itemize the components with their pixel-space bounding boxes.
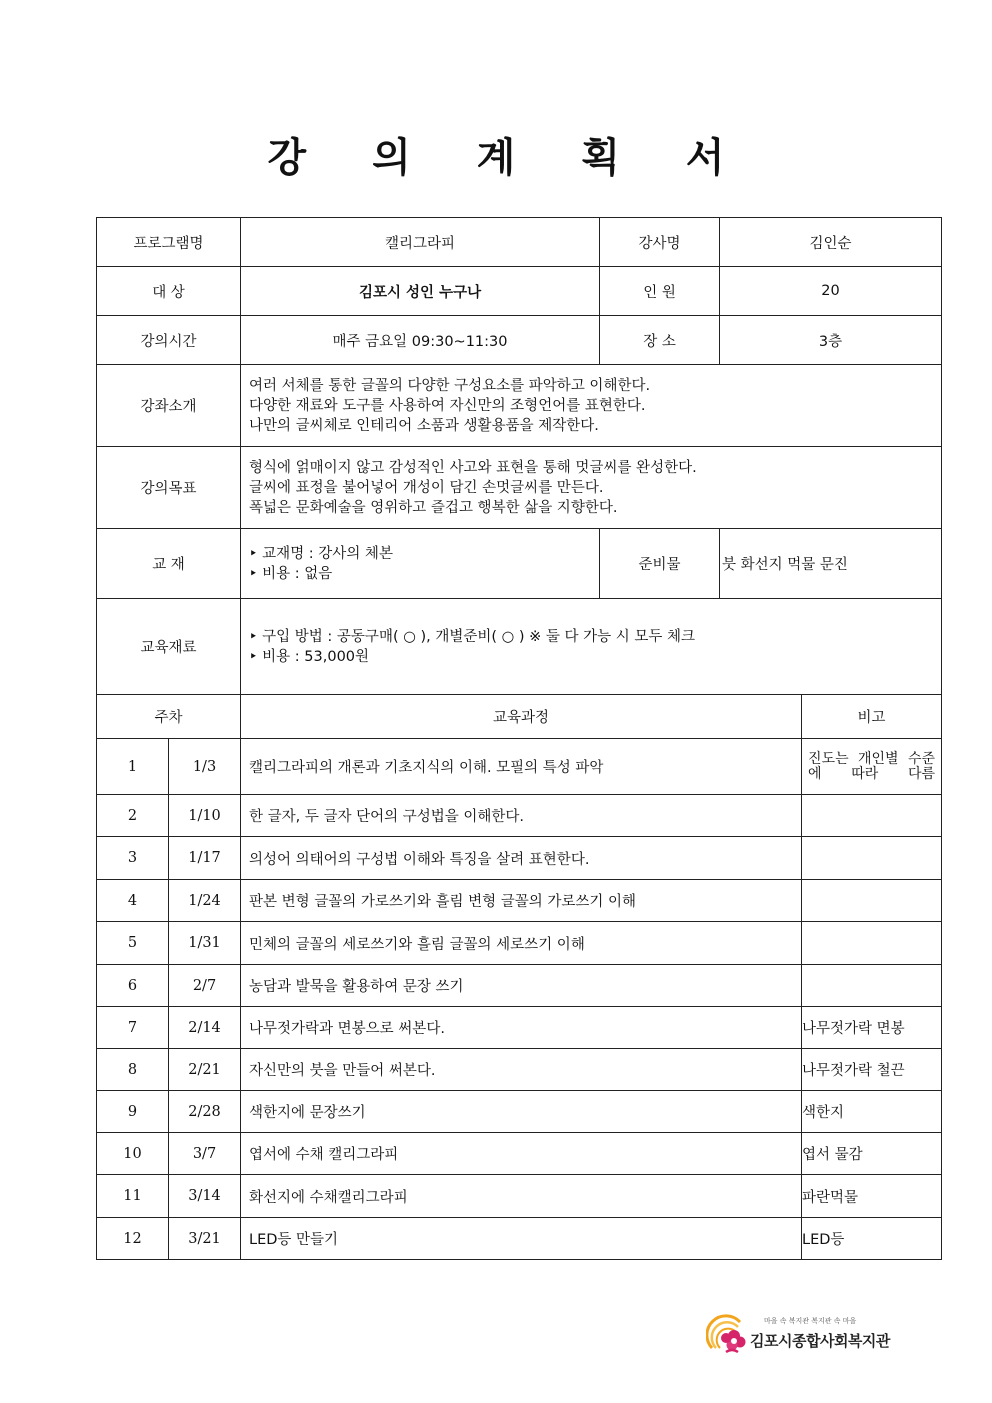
- welfare-center-logo-icon: [706, 1314, 750, 1358]
- week-number: 4: [97, 880, 169, 922]
- material-line-1: ‣ 구입 방법 : 공동구매( ○ ), 개별준비( ○ ) ※ 둘 다 가능 시 모두 체크: [249, 628, 696, 645]
- course-note: [802, 837, 942, 880]
- course-note: 엽서 물감: [802, 1133, 942, 1175]
- class-date: 1/10: [169, 795, 241, 837]
- program-value: 캘리그라피: [241, 218, 600, 267]
- course-content: 색한지에 문장쓰기: [241, 1091, 802, 1133]
- course-note: [802, 795, 942, 837]
- week-number: 9: [97, 1091, 169, 1133]
- course-note: 나무젓가락 철끈: [802, 1049, 942, 1091]
- week-number: 7: [97, 1007, 169, 1049]
- schedule-row: [97, 739, 942, 795]
- target-value: 김포시 성인 누구나: [241, 267, 600, 316]
- logo-name: 김포시종합사회복지관: [750, 1332, 890, 1350]
- course-note: 색한지: [802, 1091, 942, 1133]
- schedule-row: [97, 795, 942, 837]
- material-text: [241, 599, 942, 695]
- material-line-2: ‣ 비용 : 53,000원: [249, 648, 370, 665]
- supplies-label: 준비물: [600, 529, 720, 599]
- row-material: [97, 599, 942, 695]
- logo-slogan: 마을 속 복지관 복지관 속 마을: [764, 1317, 857, 1325]
- course-content: 엽서에 수채 캘리그라피: [241, 1133, 802, 1175]
- course-content: LED등 만들기: [241, 1218, 802, 1260]
- schedule-body: [97, 739, 942, 1260]
- course-note: 나무젓가락 면봉: [802, 1007, 942, 1049]
- goal-line-3: 폭넓은 문화예술을 영위하고 즐겁고 행복한 삶을 지향한다.: [249, 499, 618, 516]
- course-header: 교육과정: [241, 695, 802, 739]
- course-content: 한 글자, 두 글자 단어의 구성법을 이해한다.: [241, 795, 802, 837]
- week-number: 3: [97, 837, 169, 880]
- schedule-row: [97, 1049, 942, 1091]
- course-note: 진도는 개인별 수준에 따라 다름: [802, 739, 942, 795]
- course-content: 농담과 발묵을 활용하여 문장 쓰기: [241, 965, 802, 1007]
- capacity-label: 인 원: [600, 267, 720, 316]
- course-content: 나무젓가락과 면봉으로 써본다.: [241, 1007, 802, 1049]
- instructor-label: 강사명: [600, 218, 720, 267]
- schedule-header-row: [97, 695, 942, 739]
- row-program: [97, 218, 942, 267]
- intro-text: [241, 365, 942, 447]
- course-content: 판본 변형 글꼴의 가로쓰기와 흘림 변형 글꼴의 가로쓰기 이해: [241, 880, 802, 922]
- week-number: 10: [97, 1133, 169, 1175]
- course-note: [802, 880, 942, 922]
- supplies-value: 붓 화선지 먹물 문진: [720, 529, 942, 599]
- schedule-row: [97, 1133, 942, 1175]
- week-number: 2: [97, 795, 169, 837]
- textbook-text: [241, 529, 600, 599]
- lecture-plan-table: [96, 217, 942, 1260]
- course-note: 파란먹물: [802, 1175, 942, 1218]
- course-content: 의성어 의태어의 구성법 이해와 특징을 살려 표현한다.: [241, 837, 802, 880]
- schedule-row: [97, 1007, 942, 1049]
- intro-line-1: 여러 서체를 통한 글꼴의 다양한 구성요소를 파악하고 이해한다.: [249, 377, 651, 394]
- course-content: 화선지에 수채캘리그라피: [241, 1175, 802, 1218]
- schedule-row: [97, 880, 942, 922]
- row-time: [97, 316, 942, 365]
- capacity-value: 20: [720, 267, 942, 316]
- week-header: 주차: [97, 695, 241, 739]
- week-number: 12: [97, 1218, 169, 1260]
- note-header: 비고: [802, 695, 942, 739]
- week-number: 11: [97, 1175, 169, 1218]
- goal-line-2: 글씨에 표정을 불어넣어 개성이 담긴 손멋글씨를 만든다.: [249, 479, 604, 496]
- textbook-label: 교 재: [97, 529, 241, 599]
- textbook-line-1: ‣ 교재명 : 강사의 체본: [249, 545, 393, 562]
- row-intro: [97, 365, 942, 447]
- course-content: 민체의 글꼴의 세로쓰기와 흘림 글꼴의 세로쓰기 이해: [241, 922, 802, 965]
- schedule-row: [97, 1175, 942, 1218]
- schedule-row: [97, 1091, 942, 1133]
- welfare-center-logo: [706, 1312, 906, 1360]
- row-textbook: [97, 529, 942, 599]
- class-date: 1/31: [169, 922, 241, 965]
- row-goal: [97, 447, 942, 529]
- class-date: 2/14: [169, 1007, 241, 1049]
- class-date: 1/24: [169, 880, 241, 922]
- row-target: [97, 267, 942, 316]
- schedule-row: [97, 965, 942, 1007]
- course-note: [802, 922, 942, 965]
- program-label: 프로그램명: [97, 218, 241, 267]
- place-value: 3층: [720, 316, 942, 365]
- textbook-line-2: ‣ 비용 : 없음: [249, 565, 333, 582]
- week-number: 8: [97, 1049, 169, 1091]
- schedule-row: [97, 1218, 942, 1260]
- place-label: 장 소: [600, 316, 720, 365]
- goal-label: 강의목표: [97, 447, 241, 529]
- class-date: 1/17: [169, 837, 241, 880]
- instructor-value: 김인순: [720, 218, 942, 267]
- class-date: 1/3: [169, 739, 241, 795]
- week-number: 5: [97, 922, 169, 965]
- class-date: 2/7: [169, 965, 241, 1007]
- course-content: 캘리그라피의 개론과 기초지식의 이해. 모필의 특성 파악: [241, 739, 802, 795]
- time-label: 강의시간: [97, 316, 241, 365]
- course-content: 자신만의 붓을 만들어 써본다.: [241, 1049, 802, 1091]
- class-date: 2/28: [169, 1091, 241, 1133]
- class-date: 3/14: [169, 1175, 241, 1218]
- target-label: 대 상: [97, 267, 241, 316]
- week-number: 6: [97, 965, 169, 1007]
- week-number: 1: [97, 739, 169, 795]
- course-note: [802, 965, 942, 1007]
- material-label: 교육재료: [97, 599, 241, 695]
- class-date: 3/21: [169, 1218, 241, 1260]
- goal-line-1: 형식에 얽매이지 않고 감성적인 사고와 표현을 통해 멋글씨를 완성한다.: [249, 459, 697, 476]
- class-date: 2/21: [169, 1049, 241, 1091]
- class-date: 3/7: [169, 1133, 241, 1175]
- time-value: 매주 금요일 09:30~11:30: [241, 316, 600, 365]
- course-note: LED등: [802, 1218, 942, 1260]
- goal-text: [241, 447, 942, 529]
- intro-label: 강좌소개: [97, 365, 241, 447]
- document-title: 강 의 계 획 서: [267, 134, 751, 181]
- schedule-row: [97, 837, 942, 880]
- schedule-row: [97, 922, 942, 965]
- intro-line-3: 나만의 글씨체로 인테리어 소품과 생활용품을 제작한다.: [249, 417, 599, 434]
- intro-line-2: 다양한 재료와 도구를 사용하여 자신만의 조형언어를 표현한다.: [249, 397, 646, 414]
